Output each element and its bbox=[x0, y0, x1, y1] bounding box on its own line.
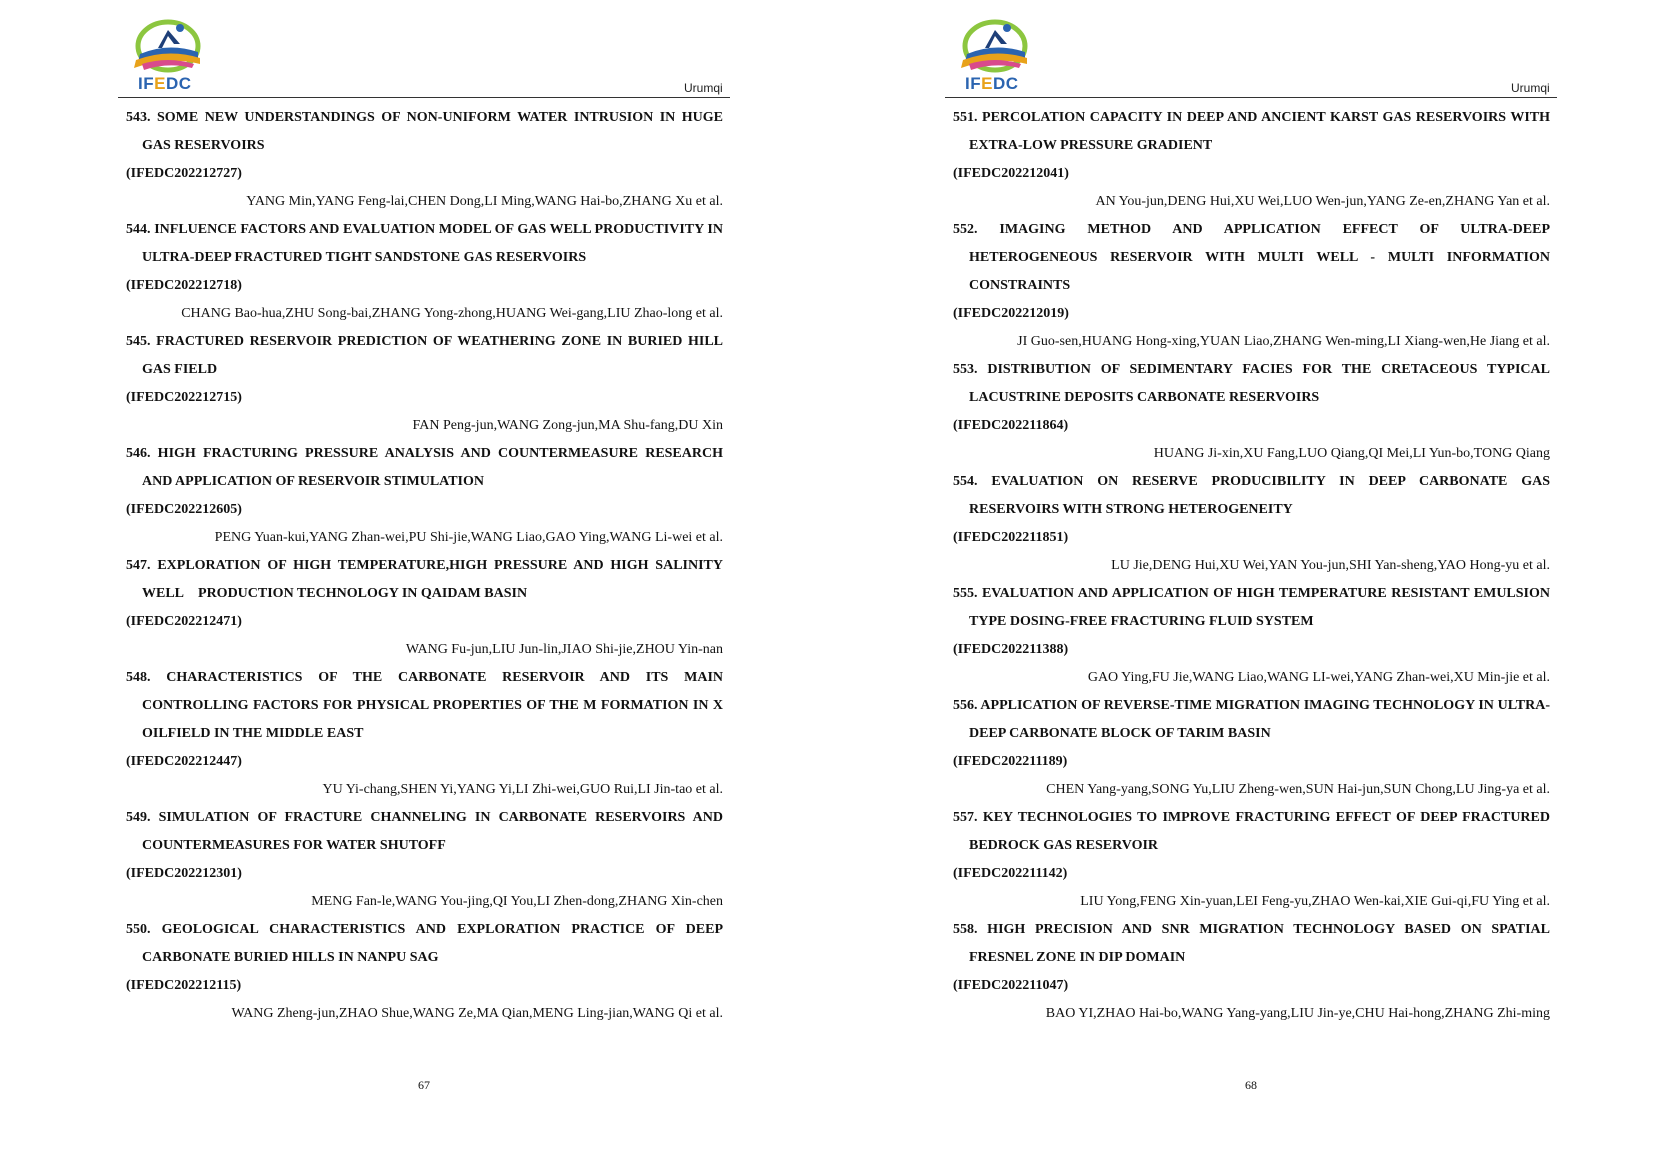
paper-authors: LIU Yong,FENG Xin-yuan,LEI Feng-yu,ZHAO Wen-kai,XIE Gui-qi,FU Ying et al. bbox=[1080, 894, 1550, 909]
paper-code: (IFEDC202212301) bbox=[126, 866, 242, 881]
paper-authors: WANG Fu-jun,LIU Jun-lin,JIAO Shi-jie,ZHOU Yin-nan bbox=[405, 642, 723, 657]
paper-code: (IFEDC202211189) bbox=[953, 754, 1068, 769]
paper-entry bbox=[953, 804, 1550, 916]
paper-authors: YU Yi-chang,SHEN Yi,YANG Yi,LI Zhi-wei,GUO Rui,LI Jin-tao et al. bbox=[322, 782, 723, 797]
paper-authors: GAO Ying,FU Jie,WANG Liao,WANG LI-wei,YANG Zhan-wei,XU Min-jie et al. bbox=[1087, 670, 1550, 685]
paper-entry bbox=[953, 692, 1550, 804]
paper-entry bbox=[953, 468, 1550, 580]
paper-code: (IFEDC202212605) bbox=[126, 502, 242, 517]
paper-code: (IFEDC202212471) bbox=[126, 614, 242, 629]
page-number: 67 bbox=[418, 1078, 430, 1092]
paper-authors: AN You-jun,DENG Hui,XU Wei,LUO Wen-jun,YANG Ze-en,ZHANG Yan et al. bbox=[1095, 194, 1550, 209]
paper-authors: WANG Zheng-jun,ZHAO Shue,WANG Ze,MA Qian,MENG Ling-jian,WANG Qi et al. bbox=[231, 1006, 723, 1021]
paper-entry bbox=[126, 440, 723, 552]
ifedc-logo bbox=[128, 14, 208, 93]
paper-authors: PENG Yuan-kui,YANG Zhan-wei,PU Shi-jie,WANG Liao,GAO Ying,WANG Li-wei et al. bbox=[214, 530, 723, 545]
entry-list bbox=[953, 104, 1550, 1028]
paper-authors: YANG Min,YANG Feng-lai,CHEN Dong,LI Ming,WANG Hai-bo,ZHANG Xu et al. bbox=[246, 194, 723, 209]
paper-code: (IFEDC202211047) bbox=[953, 978, 1069, 993]
entry-list bbox=[126, 104, 723, 1028]
paper-entry bbox=[126, 216, 723, 328]
paper-entry bbox=[126, 328, 723, 440]
paper-authors: LU Jie,DENG Hui,XU Wei,YAN You-jun,SHI Yan-sheng,YAO Hong-yu et al. bbox=[1111, 558, 1550, 573]
ifedc-emblem-icon bbox=[955, 14, 1035, 74]
paper-code: (IFEDC202211851) bbox=[953, 530, 1069, 545]
paper-code: (IFEDC202211388) bbox=[953, 642, 1069, 657]
paper-title: 546. HIGH FRACTURING PRESSURE ANALYSIS AND COUNTERMEASURE RESEARCH AND APPLICATION OF RESERVOIR STIMULATION bbox=[126, 446, 723, 489]
paper-authors: CHANG Bao-hua,ZHU Song-bai,ZHANG Yong-zhong,HUANG Wei-gang,LIU Zhao-long et al. bbox=[181, 306, 723, 321]
paper-title: 550. GEOLOGICAL CHARACTERISTICS AND EXPLORATION PRACTICE OF DEEP CARBONATE BURIED HILLS IN NANPU SAG bbox=[126, 922, 723, 965]
paper-title: 554. EVALUATION ON RESERVE PRODUCIBILITY IN DEEP CARBONATE GAS RESERVOIRS WITH STRONG HETEROGENEITY bbox=[953, 474, 1550, 517]
paper-entry bbox=[126, 104, 723, 216]
paper-title: 547. EXPLORATION OF HIGH TEMPERATURE,HIGH PRESSURE AND HIGH SALINITY WELL PRODUCTION TECHNOLOGY IN QAIDAM BASIN bbox=[126, 558, 723, 601]
paper-entry bbox=[126, 916, 723, 1028]
paper-title: 553. DISTRIBUTION OF SEDIMENTARY FACIES FOR THE CRETACEOUS TYPICAL LACUSTRINE DEPOSITS CARBONATE RESERVOIRS bbox=[953, 362, 1550, 405]
paper-code: (IFEDC202212727) bbox=[126, 166, 242, 181]
paper-title: 544. INFLUENCE FACTORS AND EVALUATION MODEL OF GAS WELL PRODUCTIVITY IN ULTRA-DEEP FRACTURED TIGHT SANDSTONE GAS RESERVOIRS bbox=[126, 222, 723, 265]
paper-code: (IFEDC202212041) bbox=[953, 166, 1069, 181]
logo-wordmark: IFEDC bbox=[138, 74, 192, 93]
paper-entry bbox=[953, 216, 1550, 356]
page-number: 68 bbox=[1245, 1078, 1257, 1092]
paper-title: 557. KEY TECHNOLOGIES TO IMPROVE FRACTURING EFFECT OF DEEP FRACTURED BEDROCK GAS RESERVOIR bbox=[953, 810, 1550, 853]
paper-entry bbox=[126, 664, 723, 804]
header-city: Urumqi bbox=[1511, 81, 1550, 95]
paper-code: (IFEDC202211142) bbox=[953, 866, 1068, 881]
paper-title: 558. HIGH PRECISION AND SNR MIGRATION TECHNOLOGY BASED ON SPATIAL FRESNEL ZONE IN DIP DOMAIN bbox=[953, 922, 1550, 965]
paper-title: 543. SOME NEW UNDERSTANDINGS OF NON-UNIFORM WATER INTRUSION IN HUGE GAS RESERVOIRS bbox=[126, 110, 723, 153]
page-right bbox=[827, 0, 1654, 1169]
paper-authors: MENG Fan-le,WANG You-jing,QI You,LI Zhen-dong,ZHANG Xin-chen bbox=[311, 894, 723, 909]
paper-title: 552. IMAGING METHOD AND APPLICATION EFFECT OF ULTRA-DEEP HETEROGENEOUS RESERVOIR WITH MULTI WELL - MULTI INFORMATION CONSTRAINTS bbox=[953, 222, 1550, 293]
paper-entry bbox=[953, 356, 1550, 468]
paper-title: 551. PERCOLATION CAPACITY IN DEEP AND ANCIENT KARST GAS RESERVOIRS WITH EXTRA-LOW PRESSURE GRADIENT bbox=[953, 110, 1550, 153]
paper-authors: BAO YI,ZHAO Hai-bo,WANG Yang-yang,LIU Jin-ye,CHU Hai-hong,ZHANG Zhi-ming bbox=[1045, 1006, 1550, 1021]
paper-title: 548. CHARACTERISTICS OF THE CARBONATE RESERVOIR AND ITS MAIN CONTROLLING FACTORS FOR PHYSICAL PROPERTIES OF THE M FORMATION IN X OILFIELD IN THE MIDDLE EAST bbox=[126, 670, 723, 741]
paper-entry bbox=[126, 804, 723, 916]
paper-authors: JI Guo-sen,HUANG Hong-xing,YUAN Liao,ZHANG Wen-ming,LI Xiang-wen,He Jiang et al. bbox=[1017, 334, 1550, 349]
ifedc-emblem-icon bbox=[128, 14, 208, 74]
paper-code: (IFEDC202212115) bbox=[126, 978, 242, 993]
paper-code: (IFEDC202212447) bbox=[126, 754, 242, 769]
paper-entry bbox=[953, 104, 1550, 216]
header-city: Urumqi bbox=[684, 81, 723, 95]
paper-entry bbox=[953, 580, 1550, 692]
paper-title: 545. FRACTURED RESERVOIR PREDICTION OF WEATHERING ZONE IN BURIED HILL GAS FIELD bbox=[126, 334, 723, 377]
paper-title: 549. SIMULATION OF FRACTURE CHANNELING IN CARBONATE RESERVOIRS AND COUNTERMEASURES FOR WATER SHUTOFF bbox=[126, 810, 723, 853]
paper-title: 556. APPLICATION OF REVERSE-TIME MIGRATION IMAGING TECHNOLOGY IN ULTRA-DEEP CARBONATE BLOCK OF TARIM BASIN bbox=[953, 698, 1550, 741]
paper-code: (IFEDC202211864) bbox=[953, 418, 1069, 433]
paper-authors: HUANG Ji-xin,XU Fang,LUO Qiang,QI Mei,LI Yun-bo,TONG Qiang bbox=[1153, 446, 1550, 461]
paper-title: 555. EVALUATION AND APPLICATION OF HIGH TEMPERATURE RESISTANT EMULSION TYPE DOSING-FREE FRACTURING FLUID SYSTEM bbox=[953, 586, 1550, 629]
paper-code: (IFEDC202212019) bbox=[953, 306, 1069, 321]
header-rule bbox=[945, 97, 1557, 98]
ifedc-logo bbox=[955, 14, 1035, 93]
paper-code: (IFEDC202212718) bbox=[126, 278, 242, 293]
paper-entry bbox=[953, 916, 1550, 1028]
header-rule bbox=[118, 97, 730, 98]
paper-authors: FAN Peng-jun,WANG Zong-jun,MA Shu-fang,DU Xin bbox=[412, 418, 723, 433]
paper-authors: CHEN Yang-yang,SONG Yu,LIU Zheng-wen,SUN Hai-jun,SUN Chong,LU Jing-ya et al. bbox=[1046, 782, 1550, 797]
paper-entry bbox=[126, 552, 723, 664]
logo-wordmark: IFEDC bbox=[965, 74, 1019, 93]
paper-code: (IFEDC202212715) bbox=[126, 390, 242, 405]
